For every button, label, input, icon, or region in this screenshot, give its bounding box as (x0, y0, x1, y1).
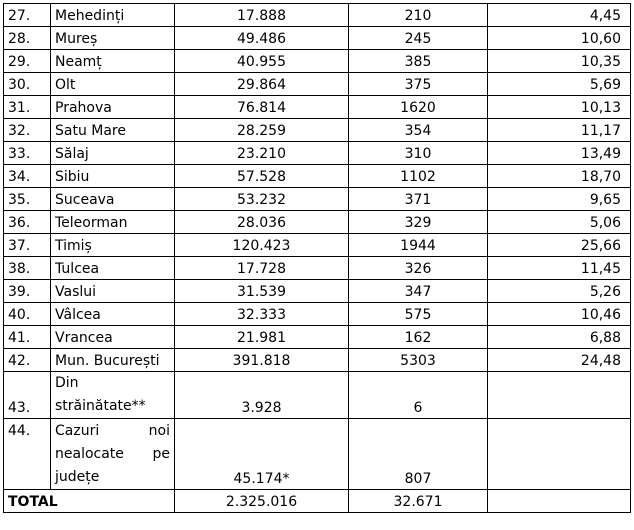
population-cell: 29.864 (175, 73, 349, 96)
cases-cell: 326 (349, 257, 488, 280)
cases-cell: 347 (349, 280, 488, 303)
table-tail (4, 372, 631, 513)
table-row (4, 119, 631, 142)
population-cell: 28.036 (175, 211, 349, 234)
table-row-unallocated (4, 419, 631, 490)
rate-cell: 10,46 (488, 303, 631, 326)
county-name-line2: străinătate** (55, 398, 146, 414)
table-row (4, 188, 631, 211)
population-cell: 23.210 (175, 142, 349, 165)
cases-cell: 807 (349, 419, 488, 490)
population-cell: 3.928 (175, 372, 349, 419)
rate-cell: 18,70 (488, 165, 631, 188)
rate-cell: 25,66 (488, 234, 631, 257)
cases-cell: 310 (349, 142, 488, 165)
population-cell: 32.333 (175, 303, 349, 326)
word-pe: pe (152, 446, 170, 462)
row-number: 39. (4, 280, 51, 303)
row-number: 41. (4, 326, 51, 349)
county-name: Vrancea (51, 326, 175, 349)
table-row (4, 142, 631, 165)
population-cell: 45.174* (175, 419, 349, 490)
table-row (4, 280, 631, 303)
table-row (4, 211, 631, 234)
table-row (4, 234, 631, 257)
county-name: Prahova (51, 96, 175, 119)
cases-cell: 6 (349, 372, 488, 419)
cases-cell: 329 (349, 211, 488, 234)
rate-cell (488, 372, 631, 419)
county-name (51, 419, 175, 490)
row-number: 33. (4, 142, 51, 165)
population-cell: 31.539 (175, 280, 349, 303)
row-number: 44. (4, 419, 51, 490)
rate-cell: 24,48 (488, 349, 631, 372)
county-name: Sibiu (51, 165, 175, 188)
row-number: 35. (4, 188, 51, 211)
cases-cell: 1944 (349, 234, 488, 257)
county-name: Suceava (51, 188, 175, 211)
cases-cell: 245 (349, 27, 488, 50)
county-cases-table (3, 3, 631, 513)
county-name: Tulcea (51, 257, 175, 280)
population-cell: 28.259 (175, 119, 349, 142)
cases-cell: 385 (349, 50, 488, 73)
row-number: 42. (4, 349, 51, 372)
population-cell: 76.814 (175, 96, 349, 119)
cases-cell: 375 (349, 73, 488, 96)
word-noi: noi (148, 423, 170, 439)
row-number: 28. (4, 27, 51, 50)
rate-cell: 5,26 (488, 280, 631, 303)
table-row (4, 165, 631, 188)
table-row (4, 303, 631, 326)
row-number: 27. (4, 4, 51, 27)
rate-cell: 11,45 (488, 257, 631, 280)
cases-cell: 5303 (349, 349, 488, 372)
county-name: Vaslui (51, 280, 175, 303)
rate-cell: 13,49 (488, 142, 631, 165)
population-cell: 40.955 (175, 50, 349, 73)
county-name: Mehedinți (51, 4, 175, 27)
cases-cell: 575 (349, 303, 488, 326)
cases-cell: 371 (349, 188, 488, 211)
county-name: Neamț (51, 50, 175, 73)
rate-cell: 10,13 (488, 96, 631, 119)
rate-cell: 10,60 (488, 27, 631, 50)
table-row-abroad (4, 372, 631, 419)
county-name: Mun. București (51, 349, 175, 372)
table-row (4, 257, 631, 280)
rate-cell: 10,35 (488, 50, 631, 73)
county-name (51, 372, 175, 419)
rate-cell: 11,17 (488, 119, 631, 142)
population-cell: 17.728 (175, 257, 349, 280)
county-name: Mureș (51, 27, 175, 50)
rate-cell (488, 419, 631, 490)
table-row (4, 27, 631, 50)
total-cases: 32.671 (349, 490, 488, 513)
row-number: 31. (4, 96, 51, 119)
row-number: 43. (4, 372, 51, 419)
population-cell: 21.981 (175, 326, 349, 349)
county-name: Timiș (51, 234, 175, 257)
rate-cell: 5,69 (488, 73, 631, 96)
rate-cell: 5,06 (488, 211, 631, 234)
county-name: Satu Mare (51, 119, 175, 142)
table-body (4, 4, 631, 372)
population-cell: 17.888 (175, 4, 349, 27)
rate-cell: 9,65 (488, 188, 631, 211)
row-number: 29. (4, 50, 51, 73)
county-name-line1: Din (55, 375, 79, 391)
county-name-line3: județe (55, 469, 100, 485)
row-number: 34. (4, 165, 51, 188)
row-number: 30. (4, 73, 51, 96)
table-row (4, 50, 631, 73)
word-nealocate: nealocate (55, 446, 124, 462)
table-row (4, 4, 631, 27)
population-cell: 49.486 (175, 27, 349, 50)
county-name-line2 (55, 443, 170, 466)
table-row (4, 326, 631, 349)
row-number: 40. (4, 303, 51, 326)
population-cell: 391.818 (175, 349, 349, 372)
rate-cell: 4,45 (488, 4, 631, 27)
table-row (4, 96, 631, 119)
population-cell: 120.423 (175, 234, 349, 257)
row-number: 37. (4, 234, 51, 257)
rate-cell: 6,88 (488, 326, 631, 349)
population-cell: 53.232 (175, 188, 349, 211)
county-name: Sălaj (51, 142, 175, 165)
total-label: TOTAL (4, 490, 175, 513)
cases-cell: 162 (349, 326, 488, 349)
county-name: Olt (51, 73, 175, 96)
total-population: 2.325.016 (175, 490, 349, 513)
cases-cell: 210 (349, 4, 488, 27)
word-cazuri: Cazuri (55, 423, 100, 439)
cases-cell: 1102 (349, 165, 488, 188)
county-name: Vâlcea (51, 303, 175, 326)
table-row (4, 73, 631, 96)
cases-cell: 1620 (349, 96, 488, 119)
total-rate (488, 490, 631, 513)
table-row (4, 349, 631, 372)
row-number: 38. (4, 257, 51, 280)
county-name-line1 (55, 420, 170, 443)
row-number: 36. (4, 211, 51, 234)
cases-cell: 354 (349, 119, 488, 142)
row-number: 32. (4, 119, 51, 142)
table-row-total (4, 490, 631, 513)
county-name: Teleorman (51, 211, 175, 234)
population-cell: 57.528 (175, 165, 349, 188)
